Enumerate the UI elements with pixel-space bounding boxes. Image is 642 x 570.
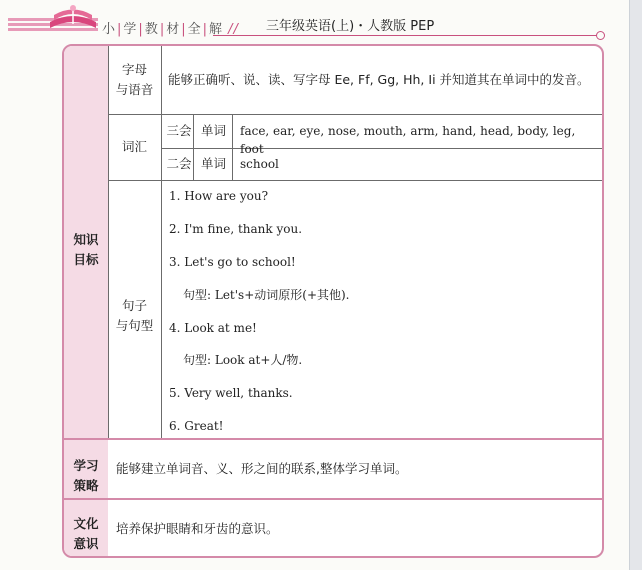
book-info: 三年级英语(上)・人教版 PEP <box>266 19 435 34</box>
pattern-2: 句型: Look at+人/物. <box>183 353 303 367</box>
vocab-level-1: 三会 <box>166 123 192 138</box>
vocab-type-1: 单词 <box>200 123 226 138</box>
vocab-label: 词汇 <box>121 139 147 154</box>
knowledge-goals-label: 知识 目标 <box>73 232 99 267</box>
vocab-words-2: school <box>240 157 279 171</box>
header-rule-dot <box>596 31 605 40</box>
letters-label: 字母 与语音 <box>115 62 154 97</box>
series-title: 小|学|教|材|全|解 // <box>102 22 239 37</box>
sentence-4: 4. Look at me! <box>169 321 257 335</box>
pattern-1: 句型: Let's+动词原形(+其他). <box>183 288 350 302</box>
sentence-6: 6. Great! <box>169 419 224 433</box>
vertical-scrollbar[interactable] <box>629 0 642 570</box>
letters-content: 能够正确听、说、读、写字母 Ee, Ff, Gg, Hh, Ii 并知道其在单词中的发音。 <box>168 72 590 87</box>
vocab-words-1: face, ear, eye, nose, mouth, arm, hand, head, body, leg, foot <box>240 124 576 156</box>
sentence-5: 5. Very well, thanks. <box>169 386 293 400</box>
knowledge-table <box>62 44 604 558</box>
sentence-1: 1. How are you? <box>169 189 269 203</box>
sentence-2: 2. I'm fine, thank you. <box>169 222 303 236</box>
vocab-level-2: 二会 <box>166 156 192 171</box>
sentence-3: 3. Let's go to school! <box>169 255 296 269</box>
vocab-type-2: 单词 <box>200 156 226 171</box>
culture-content: 培养保护眼睛和牙齿的意识。 <box>116 521 279 536</box>
book-logo-icon <box>46 2 100 32</box>
culture-label: 文化 意识 <box>73 516 99 551</box>
strategy-content: 能够建立单词音、义、形之间的联系,整体学习单词。 <box>116 461 408 476</box>
header-rule <box>213 35 599 36</box>
sentences-label: 句子 与句型 <box>115 298 154 333</box>
strategy-label: 学习 策略 <box>73 458 99 493</box>
